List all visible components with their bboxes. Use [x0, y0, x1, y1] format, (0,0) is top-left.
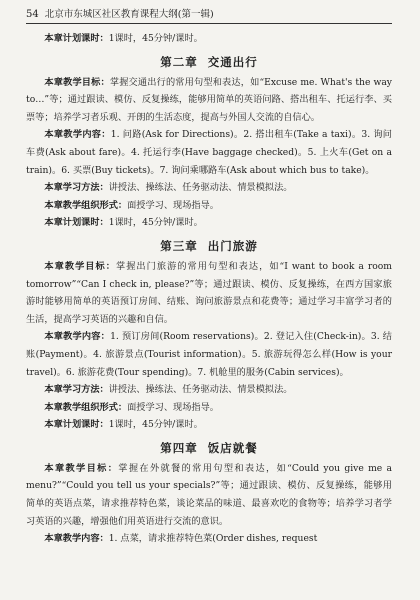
paragraph: 本章教学内容：1. 预订房间(Room reservations)。2. 登记入住(Check-in)。3. 结账(Payment)。4. 旅游景点(Tourist information)。5. 旅游玩得怎么样(How is your travel)。6. 旅游花费(Tour spending)。7. 机舱里的服务(Cabin services)。	[26, 331, 392, 378]
paragraph: 本章教学组织形式：面授学习、现场指导。	[44, 401, 219, 413]
chapter-heading: 第二章 交通出行	[160, 54, 258, 69]
paragraph: 本章学习方法：讲授法、操练法、任务驱动法、情景模拟法。	[44, 384, 293, 396]
paragraph: 本章教学目标：掌握出门旅游的常用句型和表达，如“I want to book a room tomorrow”“Can I check in, please?”等；通过跟读、模仿、反复操练，在西方国家旅游时能够用简单的英语预订房间、结账、询问旅游景点和花费等；通过学习丰富学习者的生活，提高学习英语的兴趣和自信。	[26, 260, 392, 325]
paragraph: 本章教学内容：1. 问路(Ask for Directions)。2. 搭出租车(Take a taxi)。3. 询问车费(Ask about fare)。4. 托运行李(Have baggage checked)。5. 上火车(Get on a train)。6. 买票(Buy tickets)。7. 询问乘哪路车(Ask about which bus to take)。	[26, 129, 392, 176]
chapter-heading: 第四章 饭店就餐	[160, 440, 258, 455]
paragraph: 本章教学组织形式：面授学习、现场指导。	[44, 199, 219, 211]
paragraph: 本章教学目标：掌握在外就餐的常用句型和表达，如“Could you give me a menu?”“Could you tell us your specials?”等；通过跟读、模仿、反复操练，能够用简单的英语点菜，请求推荐特色菜，谈论菜品的味道、最喜欢吃的食物等；培养学习者学习英语的兴趣，增强他们用英语进行交流的意识。	[26, 462, 393, 527]
paragraph: 本章教学目标：掌握交通出行的常用句型和表达，如“Excuse me. What's the way to…”等；通过跟读、模仿、反复操练，能够用简单的英语问路、搭出租车、托运行李、买票等；培养学习者乐观、开朗的生活态度，提高与外国人交流的自信心。	[26, 76, 392, 123]
paragraph: 本章学习方法：讲授法、操练法、任务驱动法、情景模拟法。	[44, 182, 293, 194]
body-text	[26, 30, 392, 548]
paragraph: 本章计划课时：1课时，45分钟/课时。	[44, 217, 203, 229]
paragraph: 本章计划课时：1课时，45分钟/课时。	[44, 33, 203, 44]
paragraph: 本章计划课时：1课时，45分钟/课时。	[44, 419, 203, 431]
paragraph: 本章教学内容：1. 点菜，请求推荐特色菜(Order dishes, request	[44, 533, 318, 545]
running-header	[26, 6, 392, 24]
page-number: 54	[26, 9, 39, 20]
running-title: 北京市东城区社区教育课程大纲(第一辑)	[44, 9, 214, 20]
chapter-heading: 第三章 出门旅游	[160, 238, 258, 253]
